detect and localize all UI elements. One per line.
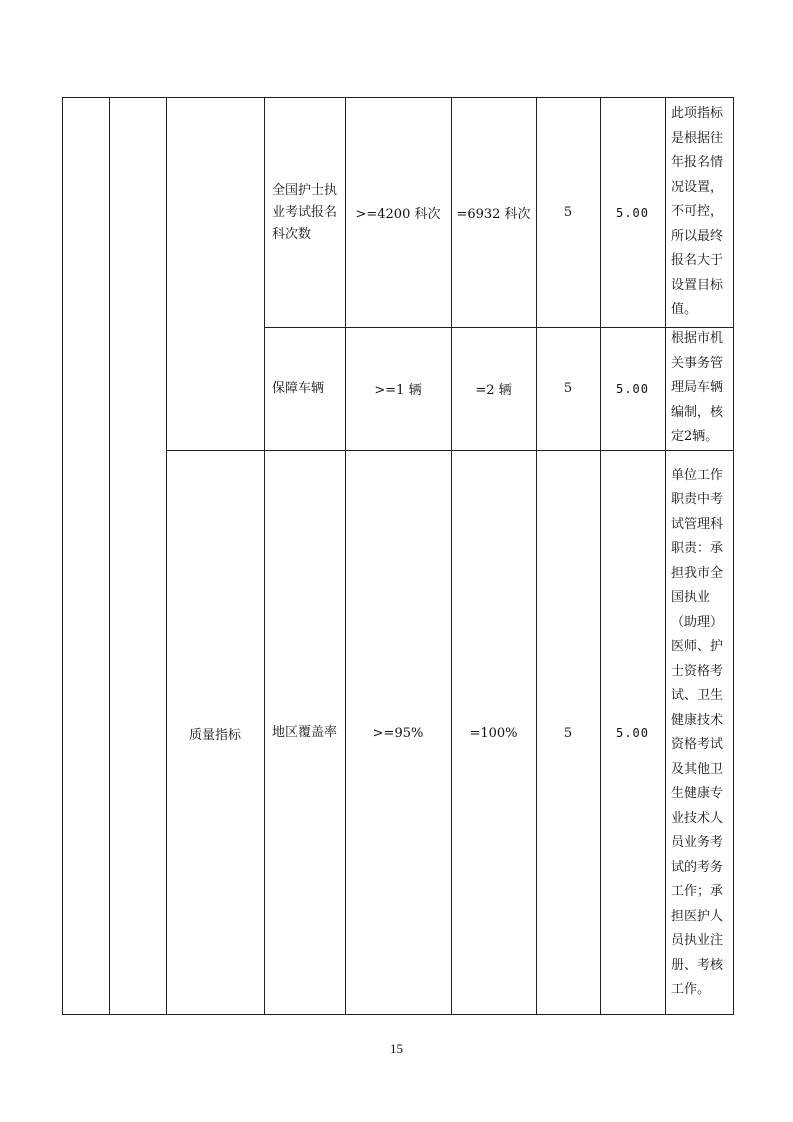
target-value-cell <box>345 327 451 450</box>
weight-cell <box>536 450 600 1016</box>
remark-text: 根据市机关事务管理局车辆编制，核定2辆。 <box>671 331 724 445</box>
remark-cell <box>665 98 735 327</box>
actual-value-cell <box>451 327 536 450</box>
indicator-name: 保障车辆 <box>272 380 325 396</box>
page-number: 15 <box>390 1041 403 1056</box>
target-value: >=4200 科次 <box>355 207 441 222</box>
category-cell <box>166 450 264 1016</box>
weight-cell <box>536 327 600 450</box>
target-value: >=95% <box>372 725 424 741</box>
weight-cell <box>536 98 600 327</box>
actual-value: =6932 科次 <box>456 207 531 222</box>
weight-value: 5 <box>563 725 573 741</box>
table-row-indicator <box>264 98 345 327</box>
target-value-cell <box>345 98 451 327</box>
target-value: >=1 辆 <box>374 383 422 398</box>
column-divider <box>109 98 110 1014</box>
remark-text: 此项指标是根据往年报名情况设置，不可控，所以最终报名大于设置目标值。 <box>671 106 724 318</box>
remark-cell <box>665 450 735 1016</box>
indicator-name: 地区覆盖率 <box>272 725 338 740</box>
score-cell <box>600 450 665 1016</box>
indicator-name: 全国护士执业考试报名科次数 <box>272 182 338 242</box>
table-row-indicator <box>264 327 345 450</box>
target-value-cell <box>345 450 451 1016</box>
actual-value-cell <box>451 98 536 327</box>
remark-cell <box>665 327 735 450</box>
score-value: 5.00 <box>616 726 649 740</box>
score-value: 5.00 <box>616 205 649 220</box>
performance-table <box>62 97 734 1015</box>
score-cell <box>600 98 665 327</box>
table-row-indicator <box>264 450 345 1016</box>
score-value: 5.00 <box>616 381 649 396</box>
actual-value: =2 辆 <box>475 383 512 398</box>
category-label: 质量指标 <box>188 727 241 743</box>
weight-value: 5 <box>563 381 573 396</box>
weight-value: 5 <box>563 205 573 220</box>
actual-value: =100% <box>469 725 518 741</box>
remark-text: 单位工作职责中考试管理科职责：承担我市全国执业（助理）医师、护士资格考试、卫生健康技术资格考试及其他卫生健康专业技术人员业务考试的考务工作；承担医护人员执业注册、考核工作。 <box>671 467 724 997</box>
actual-value-cell <box>451 450 536 1016</box>
score-cell <box>600 327 665 450</box>
